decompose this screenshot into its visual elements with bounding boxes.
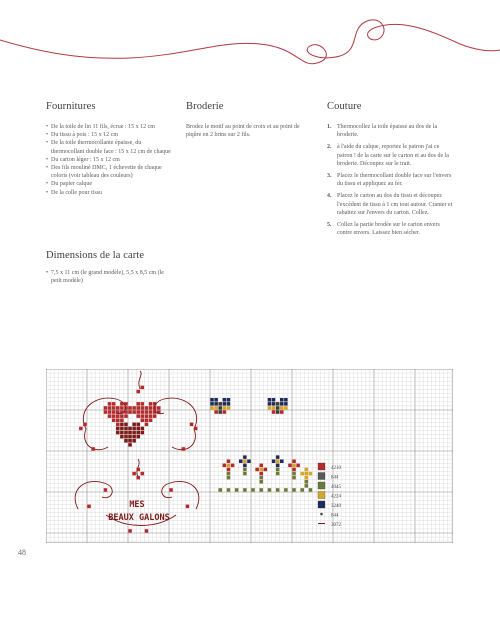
heart-stitch bbox=[128, 410, 132, 414]
butterfly-stitch bbox=[227, 398, 231, 402]
butterfly-stitch bbox=[280, 410, 284, 414]
butterfly-stitch bbox=[219, 406, 223, 410]
legend-swatch bbox=[318, 473, 325, 480]
broderie-text bbox=[186, 123, 306, 139]
fournitures-item: • Du papier calque bbox=[46, 180, 172, 188]
heart-stitch bbox=[137, 406, 141, 410]
fournitures-item: • Du carton léger : 15 x 12 cm bbox=[46, 156, 172, 164]
heart-stitch bbox=[137, 423, 141, 427]
fournitures-heading: Fournitures bbox=[46, 101, 96, 112]
broderie-heading: Broderie bbox=[186, 101, 224, 112]
couture-step bbox=[327, 123, 453, 139]
couture-step-text: à l'aide du calque, reportez le patron j'ai ce patron ! de la carte sur le carton et au dos de la broderie. Découpez sur le trait. bbox=[337, 144, 449, 167]
heart-stitch bbox=[149, 402, 153, 406]
flower-stitch bbox=[239, 460, 243, 464]
couture-steps bbox=[327, 123, 453, 241]
couture-step bbox=[327, 221, 453, 237]
heart-stitch bbox=[108, 402, 112, 406]
butterfly-stitch bbox=[276, 410, 280, 414]
flower-stitch bbox=[227, 460, 231, 464]
legend-code: 3072 bbox=[331, 523, 341, 528]
legend-swatch bbox=[318, 463, 325, 470]
legend-code: 4210 bbox=[331, 466, 341, 471]
heart-stitch bbox=[120, 414, 124, 418]
grass-stitch bbox=[309, 488, 313, 492]
heart-stitch bbox=[145, 414, 149, 418]
flower-stitch bbox=[223, 464, 227, 468]
butterfly-stitch bbox=[223, 398, 227, 402]
heart-stitch bbox=[124, 439, 128, 443]
dimensions-item: • 7,5 x 11 cm (le grand modèle), 5,5 x 8,5 cm (le petit modèle) bbox=[46, 269, 172, 285]
flower-center-stitch bbox=[227, 464, 231, 468]
heart-stitch bbox=[124, 427, 128, 431]
heart-stitch bbox=[132, 439, 136, 443]
flower-stitch bbox=[309, 472, 313, 476]
heart-stitch bbox=[128, 435, 132, 439]
grass-stitch bbox=[235, 488, 239, 492]
lower-accent-stitch bbox=[145, 529, 149, 533]
flower-stitch bbox=[276, 455, 280, 459]
grass-stitch bbox=[260, 488, 264, 492]
grass-stitch bbox=[219, 488, 223, 492]
couture-heading: Couture bbox=[327, 101, 362, 112]
heart-stitch bbox=[120, 419, 124, 423]
lower-accent-stitch bbox=[104, 488, 108, 492]
heart-stitch bbox=[116, 406, 120, 410]
flower-stitch bbox=[288, 464, 292, 468]
grass-stitch bbox=[292, 488, 296, 492]
heart-stitch bbox=[124, 423, 128, 427]
couture-step bbox=[327, 192, 453, 217]
legend-swatch bbox=[320, 513, 323, 516]
legend-code: 3240 bbox=[331, 504, 341, 509]
heart-stitch bbox=[141, 431, 145, 435]
heart-stitch bbox=[145, 419, 149, 423]
stem-stitch bbox=[276, 468, 280, 472]
flower-stitch bbox=[292, 460, 296, 464]
grass-stitch bbox=[276, 488, 280, 492]
flower-stitch bbox=[227, 468, 231, 472]
flower-stitch bbox=[305, 476, 309, 480]
heart-stitch bbox=[137, 435, 141, 439]
stem-stitch bbox=[243, 472, 247, 476]
lower-accent-stitch bbox=[137, 476, 141, 480]
stem-stitch bbox=[292, 476, 296, 480]
heart-stitch bbox=[116, 431, 120, 435]
heart-stitch bbox=[137, 431, 141, 435]
heart-stitch bbox=[104, 406, 108, 410]
butterfly-stitch bbox=[276, 402, 280, 406]
accent-stitch bbox=[141, 386, 145, 390]
heart-stitch bbox=[141, 419, 145, 423]
couture-step-number: 4. bbox=[327, 193, 332, 200]
heart-stitch bbox=[132, 423, 136, 427]
lower-accent-stitch bbox=[87, 505, 91, 509]
butterfly-stitch bbox=[268, 402, 272, 406]
heart-stitch bbox=[112, 419, 116, 423]
couture-step-number: 5. bbox=[327, 222, 332, 229]
heart-stitch bbox=[137, 427, 141, 431]
legend-swatch bbox=[318, 501, 325, 508]
heart-stitch bbox=[128, 427, 132, 431]
heart-stitch bbox=[116, 423, 120, 427]
heart-stitch bbox=[141, 402, 145, 406]
flower-center-stitch bbox=[260, 468, 264, 472]
butterfly-stitch bbox=[272, 410, 276, 414]
heart-stitch bbox=[128, 406, 132, 410]
heart-stitch bbox=[112, 414, 116, 418]
stem-stitch bbox=[305, 480, 309, 484]
butterfly-stitch bbox=[268, 398, 272, 402]
motif-text-beaux-galons: BEAUX GALONS bbox=[108, 513, 170, 523]
lower-accent-stitch bbox=[186, 505, 190, 509]
stem-stitch bbox=[292, 472, 296, 476]
legend-code: 844 bbox=[331, 513, 339, 519]
heart-stitch bbox=[132, 406, 136, 410]
fournitures-item: • De la toile thermocollante épaisse, du thermocollant double face : 15 x 12 cm de chaque bbox=[46, 139, 172, 155]
heart-stitch bbox=[108, 406, 112, 410]
heart-stitch bbox=[128, 439, 132, 443]
cross-stitch-chart bbox=[46, 369, 453, 543]
flower-stitch bbox=[231, 464, 235, 468]
fournitures-item: • De la toile de lin 11 fils, écrue : 15 x 12 cm bbox=[46, 123, 172, 131]
heart-stitch bbox=[145, 410, 149, 414]
heart-stitch bbox=[124, 406, 128, 410]
grass-stitch bbox=[301, 488, 305, 492]
grass-stitch bbox=[251, 488, 255, 492]
heart-stitch bbox=[137, 402, 141, 406]
heart-stitch bbox=[157, 406, 161, 410]
grass-stitch bbox=[284, 488, 288, 492]
heart-stitch bbox=[116, 419, 120, 423]
page-number: 48 bbox=[18, 548, 26, 557]
chart-frame bbox=[46, 369, 453, 543]
heart-stitch bbox=[128, 443, 132, 447]
heart-stitch bbox=[124, 435, 128, 439]
butterfly-stitch bbox=[210, 406, 214, 410]
flower-center-stitch bbox=[305, 472, 309, 476]
butterfly-stitch bbox=[227, 402, 231, 406]
butterfly-stitch bbox=[219, 402, 223, 406]
heart-stitch bbox=[141, 414, 145, 418]
butterfly-stitch bbox=[268, 406, 272, 410]
lower-accent-stitch bbox=[141, 472, 145, 476]
flower-center-stitch bbox=[276, 460, 280, 464]
heart-stitch bbox=[104, 410, 108, 414]
dimensions-heading: Dimensions de la carte bbox=[46, 250, 145, 261]
legend-swatch bbox=[318, 492, 325, 499]
stem-stitch bbox=[227, 476, 231, 480]
flower-stitch bbox=[260, 472, 264, 476]
heart-stitch bbox=[112, 410, 116, 414]
butterfly-stitch bbox=[284, 398, 288, 402]
heart-stitch bbox=[149, 414, 153, 418]
couture-step-text: Placez le carton au dos du tissu et découpez l'excédent de tissu à 1 cm tout autour. Cranter et rabattez sur l'envers du carton. Collez. bbox=[337, 193, 453, 216]
heart-stitch bbox=[132, 410, 136, 414]
dimensions-list bbox=[46, 269, 172, 285]
accent-stitch bbox=[91, 447, 95, 451]
flower-stitch bbox=[280, 460, 284, 464]
stem-stitch bbox=[276, 472, 280, 476]
heart-stitch bbox=[124, 414, 128, 418]
heart-stitch bbox=[116, 414, 120, 418]
heart-stitch bbox=[120, 423, 124, 427]
stem-stitch bbox=[260, 480, 264, 484]
heart-stitch bbox=[137, 410, 141, 414]
couture-step bbox=[327, 172, 453, 188]
heart-stitch bbox=[116, 427, 120, 431]
couture-step bbox=[327, 143, 453, 168]
butterfly-stitch bbox=[214, 402, 218, 406]
flower-stitch bbox=[272, 460, 276, 464]
butterfly-stitch bbox=[272, 402, 276, 406]
broderie-paragraph: Brodez le motif au point de croix et au point de piqûre en 2 brins sur 2 fils. bbox=[186, 124, 300, 139]
butterfly-stitch bbox=[214, 398, 218, 402]
lower-accent-stitch bbox=[132, 472, 136, 476]
grass-stitch bbox=[227, 488, 231, 492]
butterfly-stitch bbox=[280, 402, 284, 406]
heart-stitch bbox=[108, 414, 112, 418]
flower-stitch bbox=[305, 468, 309, 472]
fournitures-item: • Du tissu à pois : 15 x 12 cm bbox=[46, 131, 172, 139]
butterfly-stitch bbox=[219, 410, 223, 414]
lower-accent-stitch bbox=[169, 488, 173, 492]
heart-stitch bbox=[141, 427, 145, 431]
couture-step-text: Placez le thermocollant double face sur l'envers du tissu et appliquez au fer. bbox=[337, 173, 452, 188]
flower-stitch bbox=[301, 472, 305, 476]
accent-stitch bbox=[83, 423, 87, 427]
stem-stitch bbox=[305, 484, 309, 488]
butterfly-stitch bbox=[280, 406, 284, 410]
couture-step-text: Thermocollez la toile épaisse au dos de la broderie. bbox=[337, 124, 438, 139]
flower-stitch bbox=[292, 468, 296, 472]
fournitures-item: • Des fils mouliné DMC, 1 échevette de chaque coloris (voir tableau des couleurs) bbox=[46, 164, 172, 180]
butterfly-stitch bbox=[272, 398, 276, 402]
butterfly-stitch bbox=[276, 406, 280, 410]
butterfly-stitch bbox=[227, 406, 231, 410]
heart-stitch bbox=[120, 406, 124, 410]
butterfly-stitch bbox=[210, 398, 214, 402]
butterfly-stitch bbox=[214, 406, 218, 410]
butterfly-stitch bbox=[284, 406, 288, 410]
accent-stitch bbox=[137, 390, 141, 394]
legend-code: 4045 bbox=[331, 485, 341, 490]
flower-stitch bbox=[243, 455, 247, 459]
butterfly-stitch bbox=[223, 406, 227, 410]
heart-stitch bbox=[153, 414, 157, 418]
lower-accent-stitch bbox=[128, 529, 132, 533]
heart-stitch bbox=[149, 410, 153, 414]
grass-stitch bbox=[243, 488, 247, 492]
flower-stitch bbox=[260, 464, 264, 468]
couture-step-number: 1. bbox=[327, 124, 332, 130]
couture-step-text: Collez la partie brodée sur le carton envers contre envers. Laissez bien sécher. bbox=[337, 222, 440, 237]
flower-stitch bbox=[255, 468, 259, 472]
heart-stitch bbox=[120, 435, 124, 439]
butterfly-stitch bbox=[223, 410, 227, 414]
heart-stitch bbox=[120, 427, 124, 431]
flower-stitch bbox=[264, 468, 268, 472]
heart-stitch bbox=[149, 419, 153, 423]
flower-center-stitch bbox=[292, 464, 296, 468]
butterfly-stitch bbox=[214, 410, 218, 414]
heart-stitch bbox=[132, 427, 136, 431]
stem-stitch bbox=[260, 476, 264, 480]
butterfly-stitch bbox=[272, 406, 276, 410]
accent-stitch bbox=[194, 427, 198, 431]
couture-step-number: 2. bbox=[327, 144, 332, 151]
heart-stitch bbox=[124, 431, 128, 435]
butterfly-stitch bbox=[210, 402, 214, 406]
heart-stitch bbox=[108, 410, 112, 414]
heart-stitch bbox=[128, 431, 132, 435]
fournitures-list bbox=[46, 123, 172, 197]
lower-accent-stitch bbox=[137, 468, 141, 472]
decorative-thread-swirl bbox=[0, 0, 500, 80]
flower-stitch bbox=[276, 464, 280, 468]
legend-code: 4224 bbox=[331, 494, 341, 500]
legend-swatch bbox=[318, 482, 325, 489]
flower-stitch bbox=[296, 464, 300, 468]
heart-stitch bbox=[141, 410, 145, 414]
stem-stitch bbox=[227, 472, 231, 476]
heart-stitch bbox=[132, 435, 136, 439]
butterfly-stitch bbox=[280, 398, 284, 402]
accent-stitch bbox=[79, 427, 83, 431]
heart-stitch bbox=[137, 414, 141, 418]
heart-stitch bbox=[141, 406, 145, 410]
heart-stitch bbox=[112, 406, 116, 410]
heart-stitch bbox=[145, 423, 149, 427]
couture-step-number: 3. bbox=[327, 173, 332, 180]
legend-code: 844 bbox=[331, 475, 339, 481]
heart-stitch bbox=[132, 431, 136, 435]
heart-stitch bbox=[145, 406, 149, 410]
flower-center-stitch bbox=[243, 460, 247, 464]
heart-stitch bbox=[120, 431, 124, 435]
stem-stitch bbox=[243, 468, 247, 472]
heart-stitch bbox=[149, 406, 153, 410]
flower-stitch bbox=[243, 464, 247, 468]
flower-stitch bbox=[247, 460, 251, 464]
accent-stitch bbox=[182, 447, 186, 451]
motif-text-mes: MES bbox=[129, 500, 145, 510]
grass-stitch bbox=[268, 488, 272, 492]
heart-stitch bbox=[112, 402, 116, 406]
butterfly-stitch bbox=[223, 402, 227, 406]
butterfly-stitch bbox=[284, 402, 288, 406]
accent-stitch bbox=[190, 423, 194, 427]
fournitures-item: • De la colle pour tissu bbox=[46, 189, 172, 197]
